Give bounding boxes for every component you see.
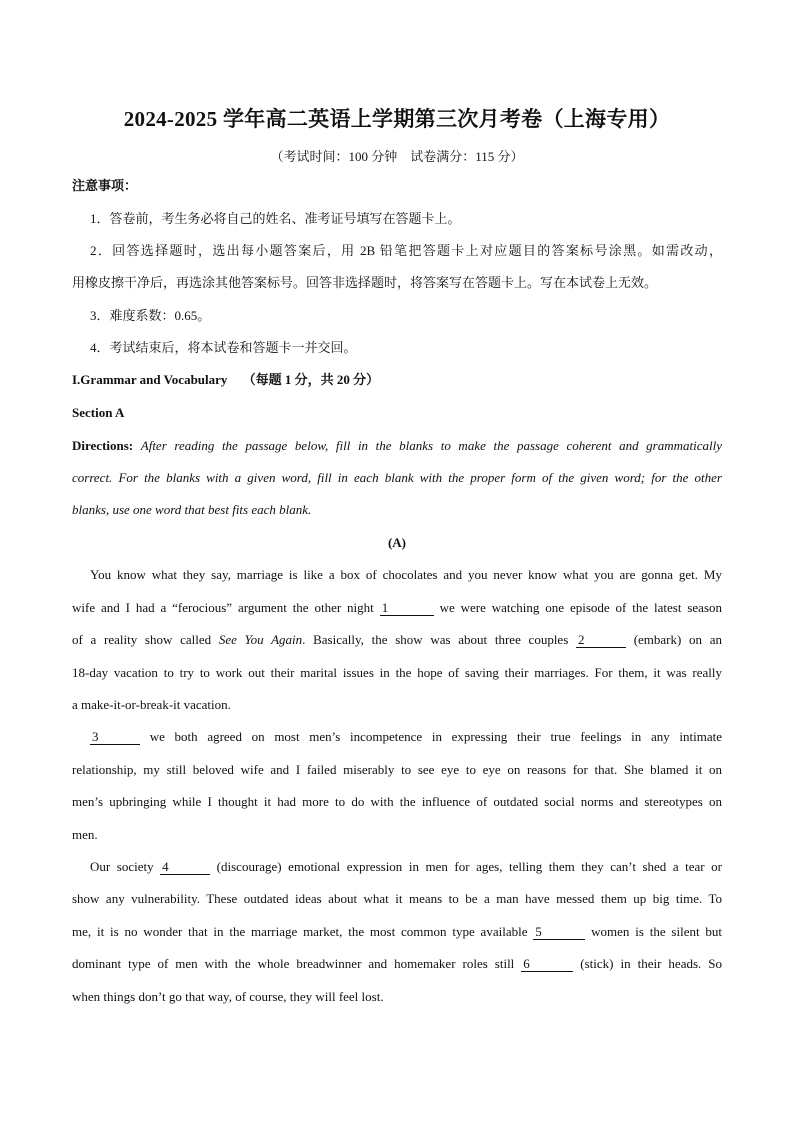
note-item-2: 2．回答选择题时，选出每小题答案后，用 2B 铅笔把答题卡上对应题目的答案标号涂黑。如需改动， bbox=[90, 243, 722, 258]
blank-3[interactable]: 3 bbox=[90, 729, 140, 745]
paragraph-2-line-1: 3 we both agreed on most men’s incompetence in expressing their true feelings in any intimate bbox=[92, 729, 723, 744]
paragraph-2-line-2: relationship, my still beloved wife and I failed miserably to see eye to eye on reasons for that. She blamed it on bbox=[72, 762, 722, 777]
note-item-3: 3．难度系数：0.65。 bbox=[90, 308, 211, 323]
paragraph-3-line-1: Our society 4 (discourage) emotional expression in men for ages, telling them they can’t shed a tear or bbox=[90, 859, 723, 874]
blank-4[interactable]: 4 bbox=[160, 859, 210, 875]
show-title: See You Again bbox=[218, 632, 303, 647]
paragraph-3-line-2: show any vulnerability. These outdated ideas about what it means to be a man have messed them up big time. To bbox=[72, 891, 722, 906]
directions-line-1: Directions: After reading the passage below, fill in the blanks to make the passage coherent and grammatically bbox=[72, 438, 723, 453]
blank-2[interactable]: 2 bbox=[576, 632, 626, 648]
paragraph-1-line-3: of a reality show called See You Again. Basically, the show was about three couples 2 (embark) on an bbox=[72, 632, 723, 647]
passage-label: (A) bbox=[387, 535, 407, 550]
note-item-4: 4．考试结束后，将本试卷和答题卡一并交回。 bbox=[90, 340, 357, 355]
blank-1[interactable]: 1 bbox=[380, 600, 434, 616]
part-score: （每题 1 分，共 20 分） bbox=[242, 372, 380, 387]
blank-6[interactable]: 6 bbox=[521, 956, 573, 972]
paragraph-1-line-4: 18-day vacation to try to work out their marital issues in the hope of saving their marriages. For them, it was really bbox=[72, 665, 722, 680]
paragraph-3-line-5: when things don’t go that way, of course, they will feel lost. bbox=[72, 989, 384, 1004]
page-title: 2024-2025 学年高二英语上学期第三次月考卷（上海专用） bbox=[123, 107, 671, 131]
part-title: I.Grammar and Vocabulary bbox=[72, 372, 228, 387]
section-heading: Section A bbox=[72, 405, 125, 420]
paragraph-1-line-5: a make-it-or-break-it vacation. bbox=[72, 697, 231, 712]
paragraph-2-line-3: men’s upbringing while I thought it had more to do with the influence of outdated social norms and stereotypes on bbox=[72, 794, 722, 809]
notes-heading: 注意事项： bbox=[72, 178, 138, 193]
paragraph-1-line-2: wife and I had a “ferocious” argument the other night 1 we were watching one episode of the latest season bbox=[72, 600, 723, 615]
part-heading bbox=[72, 371, 379, 389]
paragraph-1-line-1: You know what they say, marriage is like a box of chocolates and you never know what you are gonna get. My bbox=[90, 567, 722, 582]
note-item-1: 1．答卷前，考生务必将自己的姓名、准考证号填写在答题卡上。 bbox=[90, 211, 461, 226]
paragraph-3-line-3: me, it is no wonder that in the marriage market, the most common type available 5 women is the silent but bbox=[72, 924, 723, 939]
note-item-2-cont: 用橡皮擦干净后，再选涂其他答案标号。回答非选择题时，将答案写在答题卡上。写在本试卷上无效。 bbox=[72, 275, 658, 290]
directions-line-2: correct. For the blanks with a given word, fill in each blank with the proper form of the given word; for the other bbox=[72, 470, 722, 485]
paragraph-3-line-4: dominant type of men with the whole breadwinner and homemaker roles still 6 (stick) in their heads. So bbox=[72, 956, 723, 971]
blank-5[interactable]: 5 bbox=[533, 924, 585, 940]
exam-info: （考试时间：100 分钟 试卷满分：115 分） bbox=[270, 149, 524, 164]
directions-line-3: blanks, use one word that best fits each blank. bbox=[72, 502, 312, 517]
directions-label: Directions: bbox=[72, 438, 134, 453]
paragraph-2-line-4: men. bbox=[72, 827, 98, 842]
